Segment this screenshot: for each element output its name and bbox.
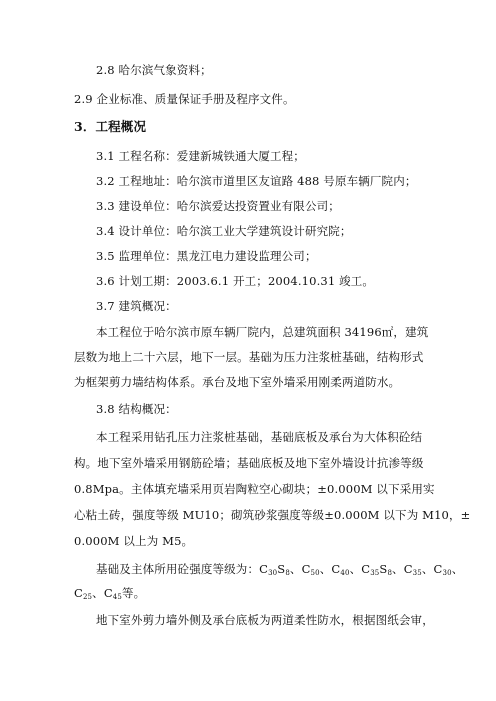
list-item-2-8: 2.8 哈尔滨气象资料； (96, 63, 212, 77)
grade-text: C (103, 586, 113, 600)
list-item-3-1: 3.1 工程名称：爱建新城铁通大厦工程； (96, 149, 305, 163)
list-item-3-6: 3.6 计划工期：2003.6.1 开工；2004.10.31 竣工。 (96, 274, 375, 288)
grade-text: 、 (421, 562, 434, 576)
paragraph-3-8-line-4: 心粘土砖，强度等级 MU10；砌筑砂浆强度等级±0.000M 以下为 M10，± (74, 508, 471, 522)
concrete-grade (104, 586, 145, 600)
list-item-3-5: 3.5 监理单位：黑龙江电力建设监理公司； (96, 249, 317, 263)
paragraph-3-8-line-2: 构。地下室外墙采用钢筋砼墙；基础底板及地下室外墙设计抗渗等级 (74, 456, 424, 470)
grade-text: 、 (451, 562, 464, 576)
grade-text: C (74, 586, 83, 600)
concrete-grade (361, 562, 403, 576)
grade-text: 、 (289, 562, 302, 576)
grade-text: 、 (392, 562, 404, 576)
grade-text: 、 (349, 562, 362, 576)
concrete-grades-part-1 (259, 562, 463, 576)
grade-subscript: 25 (82, 593, 93, 601)
grade-text: C (331, 562, 341, 576)
concrete-grade (259, 562, 301, 576)
grade-subscript: 35 (370, 569, 380, 577)
paragraph-3-8-line-1: 本工程采用钻孔压力注浆桩基础，基础底板及承台为大体积砼结 (96, 430, 423, 444)
paragraph-3-7-line-1: 本工程位于哈尔滨市原车辆厂院内，总建筑面积 34196㎡，建筑 (96, 325, 429, 339)
grade-text: 、 (92, 586, 104, 600)
paragraph-3-8-line-5: 0.000M 以上为 M5。 (74, 534, 194, 548)
grade-text: S (277, 562, 286, 576)
paragraph-concrete-line-2 (74, 586, 145, 604)
concrete-grade (434, 562, 464, 576)
concrete-lead-text: 基础及主体所用砼强度等级为： (96, 562, 260, 576)
concrete-grade (404, 562, 434, 576)
concrete-grade (302, 562, 332, 576)
list-item-2-9: 2.9 企业标准、质量保证手册及程序文件。 (74, 92, 295, 106)
grade-text: C (259, 562, 269, 576)
paragraph-3-7-line-2: 层数为地上二十六层，地下一层。基础为压力注浆桩基础，结构形式 (74, 350, 424, 364)
grade-subscript: 50 (310, 569, 320, 577)
paragraph-waterproof-line-1: 地下室外剪力墙外侧及承台底板为两道柔性防水，根据图纸会审， (96, 613, 434, 627)
list-item-3-4: 3.4 设计单位：哈尔滨工业大学建筑设计研究院； (96, 224, 352, 238)
grade-text: C (433, 562, 443, 576)
grade-subscript: 8 (285, 569, 290, 577)
grade-subscript: 35 (412, 569, 422, 577)
grade-text: C (361, 562, 371, 576)
list-item-3-2: 3.2 工程地址：哈尔滨市道里区友谊路 488 号原车辆厂院内； (96, 174, 417, 188)
grade-text: S (379, 562, 388, 576)
list-item-3-3: 3.3 建设单位：哈尔滨爱达投资置业有限公司； (96, 199, 340, 213)
grade-text: 、 (319, 562, 332, 576)
list-item-3-7: 3.7 建筑概况： (96, 299, 177, 313)
section-heading-3: 3．工程概况 (74, 119, 147, 134)
paragraph-concrete-line-1 (96, 562, 463, 580)
paragraph-3-8-line-3: 0.8Mpa。主体填充墙采用页岩陶粒空心砌块；±0.000M 以下采用实 (74, 482, 435, 496)
grade-subscript: 45 (112, 593, 122, 601)
list-item-3-8: 3.8 结构概况： (96, 402, 177, 416)
grade-subscript: 40 (340, 569, 350, 577)
concrete-grade (74, 586, 104, 600)
grade-text: C (403, 562, 413, 576)
concrete-grade (331, 562, 361, 576)
concrete-grades-part-2 (74, 586, 145, 600)
grade-subscript: 30 (268, 569, 278, 577)
grade-text: C (301, 562, 311, 576)
grade-subscript: 8 (387, 569, 393, 577)
grade-subscript: 30 (442, 569, 452, 577)
paragraph-3-7-line-3: 为框架剪力墙结构体系。承台及地下室外墙采用刚柔两道防水。 (74, 375, 401, 389)
grade-text: 等。 (122, 586, 146, 600)
